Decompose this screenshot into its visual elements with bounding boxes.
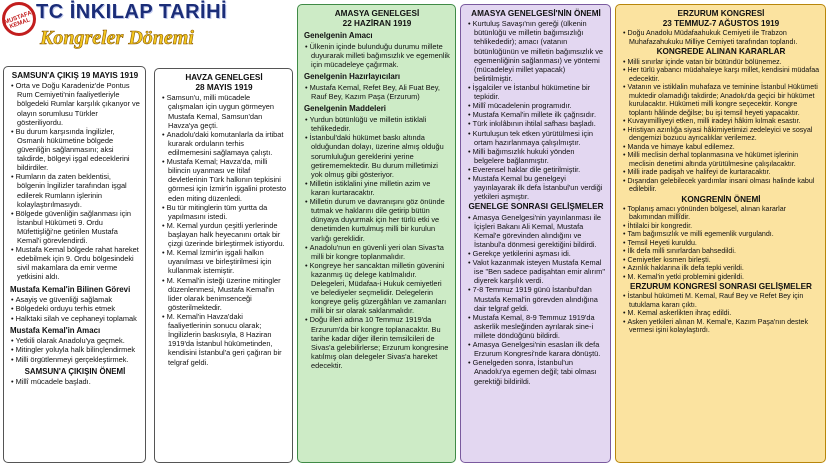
list-item: • Milletin durum ve davranışını göz önünde tutmak ve haklarını dile getirip bütün dünyaya duyurmak için her türlü etki ve denetimden kurtulmuş milli bir kurulun varlığı gereklidir. bbox=[304, 197, 450, 243]
list-item: • Milli irade padişah ve halifeyi de kurtaracaktır. bbox=[622, 168, 820, 177]
list-item: • Milli bağımsızlık hukuki yönden belgelere bağlanmıştır. bbox=[467, 147, 605, 165]
section-heading: GENELGE SONRASI GELİŞMELER bbox=[468, 202, 604, 212]
list-item: • M. Kemal'in Havza'daki faaliyetlerinin sonucu olarak; İngilizlerin baskısıyla, 8 Haziran 1919'da İstanbul hükümetinden, kendisini İstanbul'a geri çağıran bir telgraf geldi. bbox=[161, 312, 287, 367]
stamp-text: MUSTAFA KEMAL bbox=[3, 10, 33, 31]
section-heading: Genelgenin Hazırlayıcıları bbox=[304, 72, 401, 82]
list-item: • Millî mücadelenin programıdır. bbox=[467, 101, 605, 110]
list-item: • Anadolu'daki komutanlarla da irtibat kurarak orduların terhis edilmemesini sağlamaya çalıştı. bbox=[161, 130, 287, 157]
list-item: • Yetkili olarak Anadolu'ya geçmek. bbox=[10, 336, 140, 345]
list-item: • Azınlık haklarına ilk defa tepki verildi. bbox=[622, 264, 820, 273]
list-item: • Rumların da zaten beklentisi, bölgenin İngilizler tarafından işgal edilerek Rumların işlerinin kolaylaştırılmasıydı. bbox=[10, 172, 140, 208]
list-item: • Toplanış amacı yönünden bölgesel, alınan kararlar bakımından millîdir. bbox=[622, 205, 820, 222]
list-item: • Mustafa Kemal, 8-9 Temmuz 1919'da askerlik mesleğinden ayrılarak sine-i millete döndüğünü bildirdi. bbox=[467, 313, 605, 340]
list-item: • Mustafa Kemal, Refet Bey, Ali Fuat Bey, Rauf Bey, Kazım Paşa (Erzurum) bbox=[304, 83, 450, 101]
list-item: • İşgalciler ve İstanbul hükümetine bir tepkidir. bbox=[467, 83, 605, 101]
list-item: • Bölgede güvenliğin sağlanması için İstanbul Hükümeti 9. Ordu Müfettişliği'ne getirilen Mustafa Kemal'i görevlendirdi. bbox=[10, 209, 140, 245]
list-item: • Kuvayımilliyeyi etken, milli iradeyi hâkim kılmak esastır. bbox=[622, 117, 820, 126]
section-heading: SAMSUN'A ÇIKIŞIN ÖNEMİ bbox=[24, 366, 126, 376]
list-item: • Milli örgütlenmeyi gerçekleştirmek. bbox=[10, 355, 140, 364]
list-item: • Samsun'u, milli mücadele çalışmaları için uygun görmeyen Mustafa Kemal, Samsun'dan Havza'ya geçti. bbox=[161, 93, 287, 129]
list-item: • Genelgeden sonra, İstanbul'un Anadolu'ya egemen değil; tabi olması gerektiği bildirildi. bbox=[467, 358, 605, 385]
samsun-title: SAMSUN'A ÇIKIŞ 19 MAYIS 1919 bbox=[11, 71, 139, 80]
list-item: • İhtilalci bir kongredir. bbox=[622, 222, 820, 231]
section-heading: Genelgenin Maddeleri bbox=[304, 104, 386, 114]
list-item: • Cemiyetler kısmen birleşti. bbox=[622, 256, 820, 265]
column-amasya bbox=[297, 0, 458, 466]
list-item: • Mustafa Kemal'in millete ilk çağrısıdır. bbox=[467, 110, 605, 119]
list-item: • Mustafa Kemal bölgede rahat hareket edebilmek için 9. Ordu bölgesindeki sivil makamlara da emir verme yetkisini aldı. bbox=[10, 245, 140, 281]
section-heading: KONGREDE ALINAN KARARLAR bbox=[656, 47, 786, 57]
amasya-date: 22 HAZİRAN 1919 bbox=[342, 19, 412, 29]
list-item: • Dışarıdan gelebilecek yardımlar insani olması halinde kabul edilebilir. bbox=[622, 177, 820, 194]
section-heading: Mustafa Kemal'in Amacı bbox=[10, 325, 101, 335]
list-item: • Manda ve himaye kabul edilemez. bbox=[622, 143, 820, 152]
section-heading: ERZURUM KONGRESİ SONRASI GELİŞMELER bbox=[630, 282, 812, 292]
havza-card bbox=[154, 68, 293, 463]
list-item: • İstanbul hükümeti M. Kemal, Rauf Bey ve Refet Bey için tutuklama kararı çıktı. bbox=[622, 292, 820, 309]
list-item: • Bu durum karşısında İngilizler, Osmanlı hükümetine bölgede güvenliğin sağlanmasını; aksi takdirde, bölgeyi işgal edeceklerini bildirdiler. bbox=[10, 127, 140, 173]
page-banner bbox=[0, 0, 228, 66]
list-item: • Everensel haklar dile getirilmiştir. bbox=[467, 165, 605, 174]
amasya-onemi-card bbox=[460, 4, 611, 463]
list-item: • Her türlü yabancı müdahaleye karşı millet, kendisini müdafaa edecektir. bbox=[622, 66, 820, 83]
page-title: TC İNKILAP TARİHİ bbox=[36, 1, 228, 23]
list-item: • Tam bağımsızlık ve milli egemenlik vurgulandı. bbox=[622, 230, 820, 239]
list-item: • Bölgedeki orduyu terhis etmek bbox=[10, 304, 140, 313]
list-item: • Anadolu'nun en güvenli yeri olan Sivas'ta milli bir kongre toplanmalıdır. bbox=[304, 243, 450, 261]
list-item: • Hristiyan azınlığa siyasi hâkimiyetimizi zedeleyici ve sosyal dengemizi bozucu ayrıcalıklar verilemez. bbox=[622, 126, 820, 143]
page-subtitle: Kongreler Dönemi bbox=[40, 27, 194, 49]
section-heading: Mustafa Kemal'in Bilinen Görevi bbox=[10, 284, 131, 294]
list-item: • Doğu Anadolu Müdafaahukuk Cemiyeti ile Trabzon Muhafazahukuku Milliye Cemiyeti tarafından toplandı. bbox=[622, 29, 820, 46]
amasya-title: AMASYA GENELGESİ bbox=[334, 9, 420, 18]
list-item: • İstanbul'daki hükümet baskı altında olduğundan dolayı, üzerine almış olduğu sorumluluğun gereklerini yerine getirememektedir. Bu durum milletimizi yok olmuş gibi gösteriyor. bbox=[304, 133, 450, 179]
list-item: • M. Kemal yurdun çeşitli yerlerinde başlayan halk heyecanını ortak bir çizgi üzerinde birleştirmek istiyordu. bbox=[161, 221, 287, 248]
erzurum-title: ERZURUM KONGRESİ bbox=[677, 9, 765, 18]
list-item: • Milli meclisin derhal toplanmasına ve hükümet işlerinin meclisin denetimi altında yürütülmesine çalışılacaktır. bbox=[622, 151, 820, 168]
list-item: • Temsil Heyeti kuruldu. bbox=[622, 239, 820, 248]
list-item: • Millî mücadele başladı. bbox=[10, 377, 140, 386]
list-item: • Bu tür mitinglerin tüm yurtta da yapılmasını istedi. bbox=[161, 203, 287, 221]
list-item: • Vatanın ve istiklalin muhafaza ve teminine İstanbul Hükümeti muktedir olamadığı takdirde; Anadolu'da geçici bir hükümet kurulacaktır. Hükümeti milli kongre seçecektir. Kongre toplantı hâlinde değilse; bu işi temsil heyeti yapacaktır. bbox=[622, 83, 820, 117]
list-item: • Mustafa Kemal; Havza'da, milli bilincin uyanması ve İtilaf devletlerinin Türk halkının tepkisini görmesi için İzmir'in işgalini protesto eden miting düzenledi. bbox=[161, 157, 287, 203]
list-item: • M. Kemal İzmir'in işgali halkın uyanılması ve birleştirilmesi için kullanmak istemiştir. bbox=[161, 248, 287, 275]
list-item: • Türk inkılâbının ihtilal safhası başladı. bbox=[467, 119, 605, 128]
list-item: • Asayiş ve güvenliği sağlamak bbox=[10, 295, 140, 304]
list-item: • 7-8 Temmuz 1919 günü İstanbul'dan Mustafa Kemal'in görevden alındığına dair telgraf geldi. bbox=[467, 285, 605, 312]
list-item: • M. Kemal askerlikten ihraç edildi. bbox=[622, 309, 820, 318]
list-item: • İlk defa milli sınırlardan bahsedildi. bbox=[622, 247, 820, 256]
list-item: • Amasya Genelgesi'nin yayınlanması ile İçişleri Bakanı Ali Kemal, Mustafa Kemal'e görevinden alındığını ve İstanbul'a dönmesi gerektiğini bildirdi. bbox=[467, 213, 605, 249]
mustafa-kemal-stamp-icon bbox=[2, 2, 36, 36]
amasya-onemi-title: AMASYA GENELGESİ'NİN ÖNEMİ bbox=[471, 9, 601, 18]
list-item: • Amasya Genelgesi'nin esasları ilk defa Erzurum Kongresi'nde karara dönüştü. bbox=[467, 340, 605, 358]
list-item: • Milletin istiklalini yine milletin azim ve kararı kurtaracaktır. bbox=[304, 179, 450, 197]
havza-date: 28 MAYIS 1919 bbox=[195, 83, 253, 93]
list-item: • Doğu illeri adına 10 Temmuz 1919'da Erzurum'da bir kongre toplanacaktır. Bu tarihe kadar diğer illerin temsilcileri de Sivas'a gelebilirlerse; Erzurum kongresine katılmış olan delegeler Sivas'a hareket edecektir. bbox=[304, 315, 450, 370]
erzurum-date: 23 TEMMUZ-7 AĞUSTOS 1919 bbox=[662, 19, 780, 29]
list-item: • M. Kemal'in isteği üzerine mitingler düzenlenmesi, Mustafa Kemal'in lider olarak benimsenceği gösterilmektedir. bbox=[161, 276, 287, 312]
column-amasya-onemi bbox=[460, 0, 613, 466]
list-item: • Kurtuluşun tek etken yürütülmesi için ortam hazırlanmaya çalışılmıştır. bbox=[467, 129, 605, 147]
list-item: • M. Kemal'in yetki problemini giderildi. bbox=[622, 273, 820, 282]
list-item: • Kongreye her sancaktan milletin güvenini kazanmış üç delege katılmalıdır. Delegeleri, Müdafaa-i Hukuk cemiyetleri ve belediyeler seçmelidir. Delegelerin kongreye geliş güzergâhları ve zamanları milli bir sır olarak saklanmalıdır. bbox=[304, 261, 450, 316]
list-item: • Mitingler yoluyla halk bilinçlendirmek bbox=[10, 345, 140, 354]
list-item: • Ülkenin içinde bulunduğu durumu millete duyurarak milleti bağımsızlık ve egemenlik için mücadeleye çağırmak. bbox=[304, 42, 450, 69]
list-item: • Kurtuluş Savaşı'nın gereği (ülkenin bütünlüğü ve milletin bağımsızlığı tehlikededir); amacı (vatanın bütünlüğünün ve milletin bağımsızlık ve egemenliğinin sağlanması) ve yöntemi (mücadeleyi millet yapacak) belirtilmiştir. bbox=[467, 19, 605, 83]
column-havza bbox=[151, 0, 295, 466]
list-item: • Milli sınırlar içinde vatan bir bütündür bölünemez. bbox=[622, 58, 820, 67]
list-item: • Gerekçe yetkilerini aşması idi. bbox=[467, 249, 605, 258]
list-item: • Orta ve Doğu Karadeniz'de Pontus Rum Cemiyeti'nin faaliyetleriyle bölgedeki Rumlar karşılık çıkanyor ve olayın sorumlusu Türkler gösteriliyordu. bbox=[10, 81, 140, 127]
list-item: • Asken yetkileri alınan M. Kemal'e, Kazım Paşa'nın destek vermesi işini kolaylaştırdı. bbox=[622, 318, 820, 335]
column-erzurum bbox=[615, 0, 828, 466]
list-item: • Yurdun bütünlüğü ve milletin istiklali tehlikededir. bbox=[304, 115, 450, 133]
amasya-card bbox=[297, 4, 456, 463]
list-item: • Halktaki silah ve cephaneyi toplamak bbox=[10, 314, 140, 323]
section-heading: KONGRENİN ÖNEMİ bbox=[681, 194, 761, 204]
erzurum-card bbox=[615, 4, 826, 463]
list-item: • Mustafa Kemal bu genelgeyi yayınlayarak ilk defa İstanbul'un verdiği yetkileri aşmıştır. bbox=[467, 174, 605, 201]
havza-title: HAVZA GENELGESİ bbox=[185, 73, 263, 82]
section-heading: Genelgenin Amacı bbox=[304, 31, 373, 41]
samsun-card bbox=[3, 66, 146, 463]
list-item: • Vakıt kazanmak isteyen Mustafa Kemal ise "Ben sadece padişahtan emir alırım" diyerek karşılık verdi. bbox=[467, 258, 605, 285]
